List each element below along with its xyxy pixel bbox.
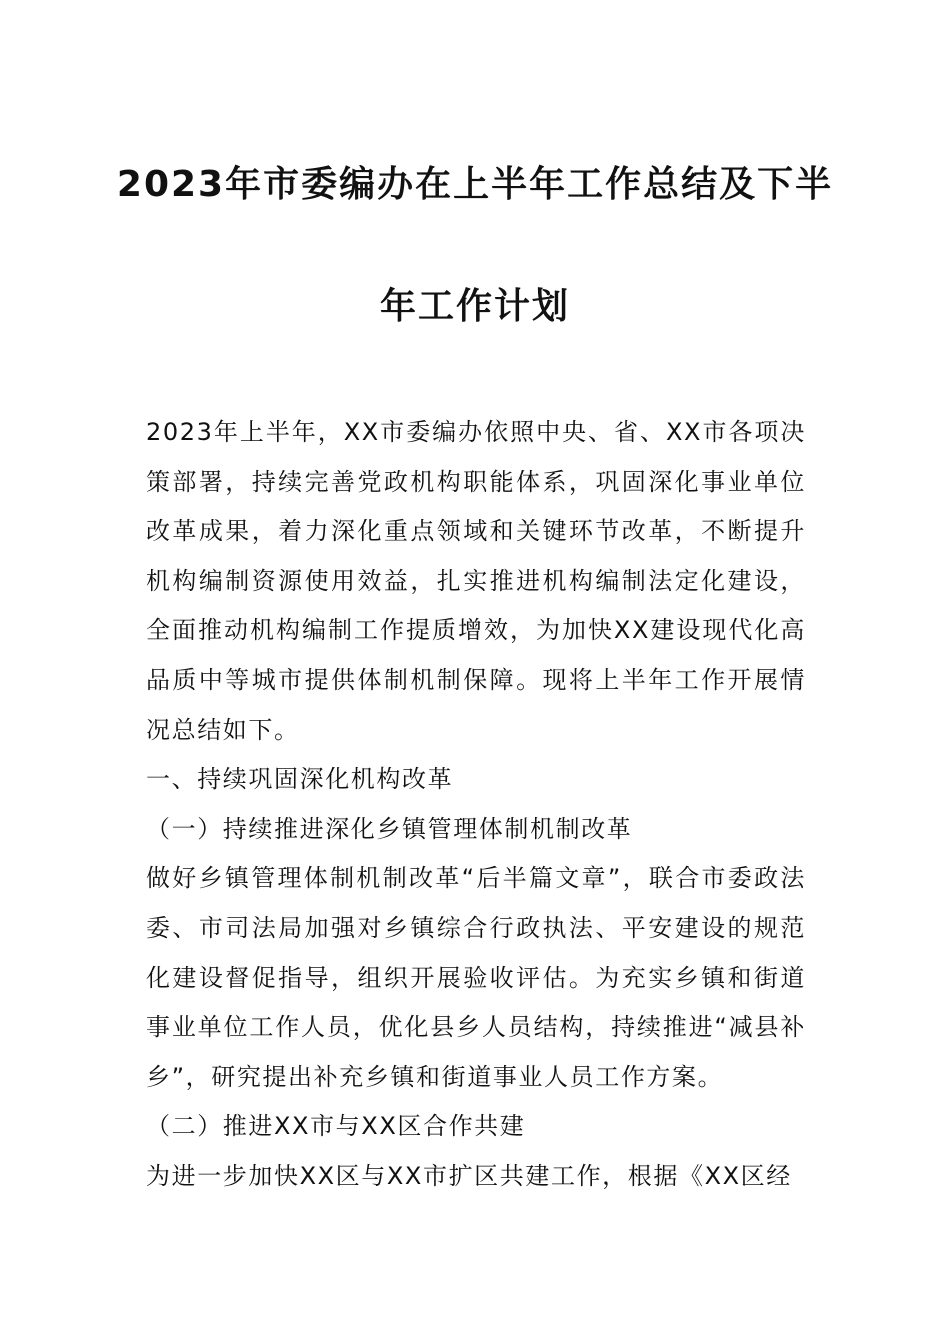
intro-paragraph: 2023年上半年，XX市委编办依照中央、省、XX市各项决策部署，持续完善党政机构职能体系，巩固深化事业单位改革成果，着力深化重点领域和关键环节改革，不断提升机构编制资源使用效益，扎实推进机构编制法定化建设，全面推动机构编制工作提质增效，为加快XX建设现代化高品质中等城市提供体制机制保障。现将上半年工作开展情况总结如下。 — [146, 418, 806, 744]
subsection-2-paragraph: 为进一步加快XX区与XX市扩区共建工作，根据《XX区经 — [146, 1161, 792, 1190]
subsection-2-heading: （二）推进XX市与XX区合作共建 — [146, 1112, 526, 1141]
document-title-line-2: 年工作计划 — [379, 286, 570, 327]
document-title-line-1: 2023年市委编办在上半年工作总结及下半 — [116, 164, 834, 205]
subsection-1-heading: （一）持续推进深化乡镇管理体制机制改革 — [146, 814, 633, 843]
subsection-1-paragraph: 做好乡镇管理体制机制改革“后半篇文章”，联合市委政法委、市司法局加强对乡镇综合行政执法、平安建设的规范化建设督促指导，组织开展验收评估。为充实乡镇和街道事业单位工作人员，优化县乡人员结构，持续推进“减县补乡”，研究提出补充乡镇和街道事业人员工作方案。 — [146, 864, 806, 1091]
section-1-heading: 一、持续巩固深化机构改革 — [146, 765, 454, 794]
document-body — [146, 408, 806, 1202]
